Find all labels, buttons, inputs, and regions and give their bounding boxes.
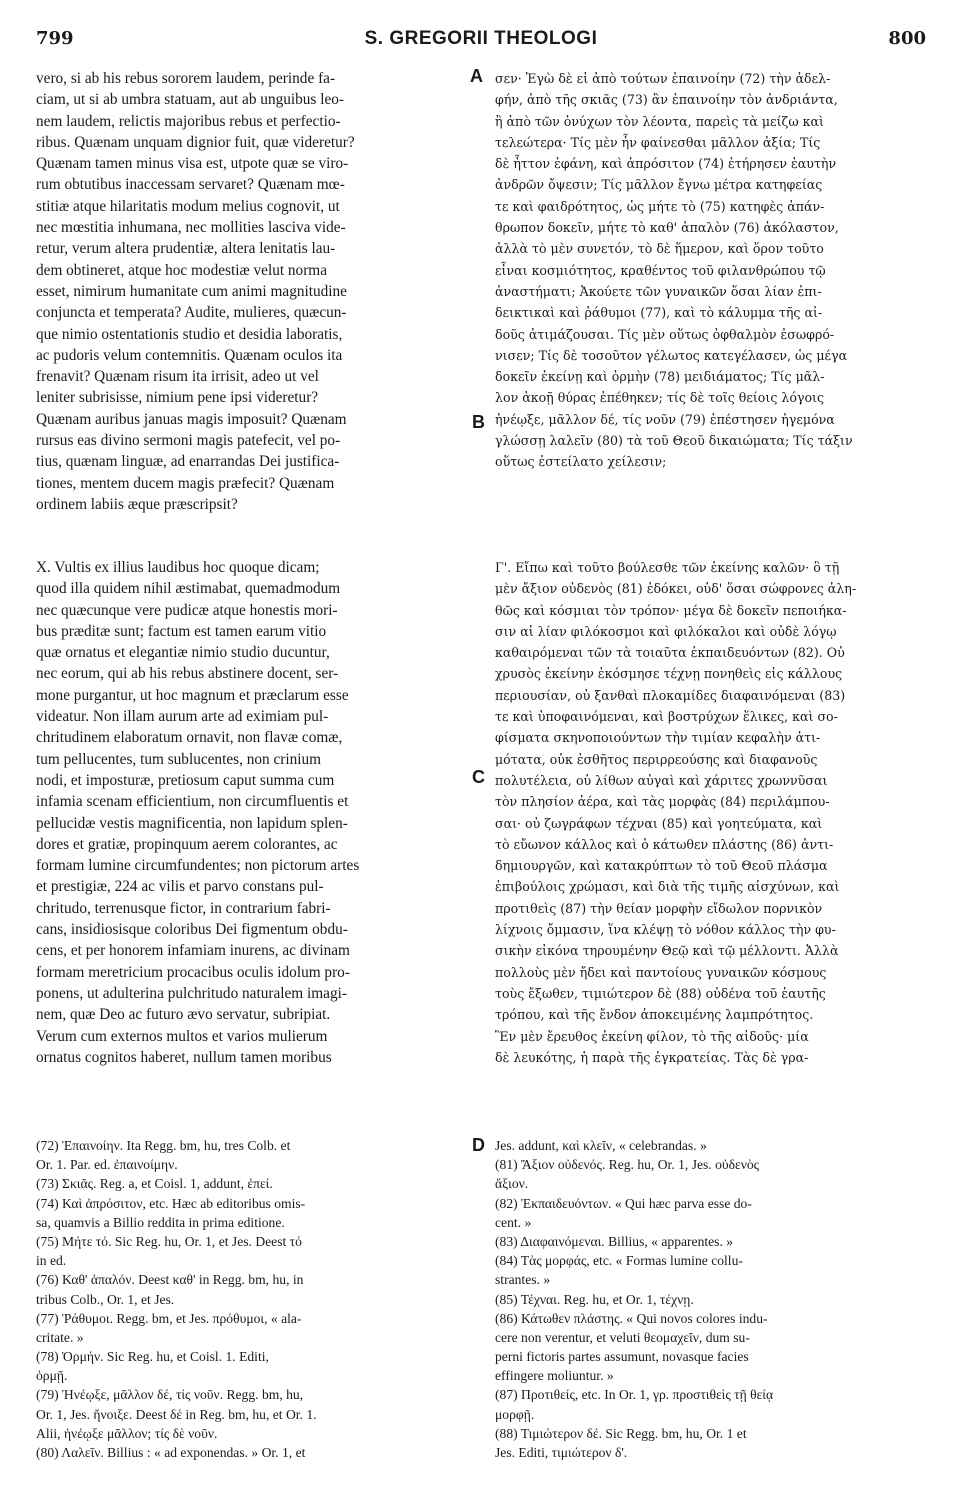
footnote-line: in ed. bbox=[36, 1253, 67, 1269]
latin-text-line: esset, nimirum humanitate cum animi magnitudine bbox=[36, 282, 347, 300]
footnote-line: (80) Λαλεῖν. Billius : « ad exponendas. » Or. 1, et bbox=[36, 1445, 306, 1460]
latin-text-line: infamia scenam efficientium, non circumfluentis et bbox=[36, 793, 349, 811]
latin-text-line: vero, si ab his rebus sororem laudem, perinde fa- bbox=[36, 70, 336, 87]
footnote-line: Jes. addunt, καὶ κλεῖν, « celebrandas. » bbox=[495, 1138, 707, 1153]
greek-text-line: τὸ εὔωνον κάλλος καὶ ὁ κάτωθεν πλάστης (86) ἀντι- bbox=[495, 836, 834, 852]
page-number-right: 800 bbox=[888, 28, 926, 49]
latin-text-line: nec mœstitia inhumana, nec mollities lasciva vide- bbox=[36, 219, 346, 237]
footnote-line: (78) Ὁρμήν. Sic Reg. hu, et Coisl. 1. Editi, bbox=[36, 1349, 269, 1365]
greek-text-line: σεν· Ἐγὼ δὲ εἰ ἀπὸ τούτων ἐπαινοίην (72) τὴν ἀδελ- bbox=[495, 71, 831, 86]
latin-text-line: dem obtineret, atque hoc modestiæ velut norma bbox=[36, 261, 327, 279]
latin-text-line: nec eorum, qui ab his rebus abstinere docent, ser- bbox=[36, 665, 339, 683]
greek-text-line: χρυσὸς ἐκείνην ἐκόσμησε τέχνῃ πονηθεὶς εἰς κάλλους bbox=[495, 666, 843, 682]
greek-text-line: δημιουργῶν, καὶ κατακρύπτων τὸ τοῦ Θεοῦ πλάσμα bbox=[495, 858, 828, 874]
greek-text-line: μότατα, οὐκ ἐσθῆτος περιρρεούσης καὶ διαφανοῦς bbox=[495, 751, 818, 767]
latin-text-line: rursus eas divino sermoni magis patefecit, vel po- bbox=[36, 432, 341, 450]
latin-text-line: Verum cum externos multos et varios mulierum bbox=[36, 1027, 328, 1045]
footnotes-right bbox=[495, 1136, 927, 1462]
latin-text-line: bus præditæ sunt; factum est tamen earum vitio bbox=[36, 622, 327, 640]
margin-marker-b: B bbox=[472, 412, 485, 432]
latin-text-line: stitiæ atque hilaritatis modum melius cognovit, ut bbox=[36, 197, 340, 215]
latin-text-line: nec quæcunque vere pudicæ atque honestis mori- bbox=[36, 601, 338, 619]
latin-text-line: tiones, mentem ducem magis præfecit? Quænam bbox=[36, 474, 335, 492]
footnote-line: (82) Ἐκπαιδευόντων. « Qui hæc parva esse do- bbox=[495, 1195, 752, 1211]
footnote-line: Alii, ἠνέῳξε μᾶλλον; τίς δὲ νοῦν. bbox=[36, 1425, 218, 1441]
greek-text-line: τὸν πλησίον ἀέρα, καὶ τὰς μορφὰς (84) περιλάμπου- bbox=[495, 794, 830, 810]
latin-text-line: X. Vultis ex illius laudibus hoc quoque dicam; bbox=[36, 559, 320, 576]
footnote-line: Jes. Editi, τιμιώτερον δ'. bbox=[495, 1445, 628, 1460]
greek-text-line: φίσματα σκηνοποιούντων τὴν τιμίαν κεφαλὴν ἀτι- bbox=[495, 730, 821, 746]
greek-text-line: δεικτικαὶ καὶ ῥάθυμοι (77), καὶ τὸ κάλυμμα τῆς αἰ- bbox=[495, 305, 823, 321]
footnote-line: (74) Καὶ ἀπρόσιτον, etc. Hæc ab editoribus omis- bbox=[36, 1195, 306, 1211]
footnote-line: perni fictoris partes assumunt, novasque facies bbox=[495, 1349, 749, 1365]
latin-text-line: rum obtutibus inaccessam servaret? Quænam mœ- bbox=[36, 176, 345, 194]
latin-text-line: leniter subrisisse, nimium pene ipsi videretur? bbox=[36, 389, 319, 407]
greek-text-line: δοκεῖν ἐκείνῃ καὶ ὁρμὴν (78) μειδιάματος; Τίς μᾶλ- bbox=[495, 369, 825, 385]
greek-text-line: σαι· οὐ ζωγράφων τέχναι (85) καὶ γοητεύματα, καὶ bbox=[495, 815, 823, 831]
greek-text-line: περιουσίαν, οὐ ξανθαὶ πλοκαμίδες διαφαινόμεναι (83) bbox=[495, 687, 846, 703]
footnote-line: (85) Τέχναι. Reg. hu, et Or. 1, τέχνῃ. bbox=[495, 1291, 694, 1307]
greek-text-line: μὲν ἄξιον οὐδενὸς (81) ἐδόκει, οὐδ' ὅσαι σώφρονες ἀλη- bbox=[495, 581, 857, 597]
footnote-line: (83) Διαφαινόμεναι. Billius, « apparentes. » bbox=[495, 1233, 734, 1249]
latin-text-line: ciam, ut si ab umbra statuam, aut ab unguibus leo- bbox=[36, 91, 344, 109]
latin-text-line: videatur. Non illam aurum arte ad eximiam pul- bbox=[36, 708, 329, 726]
latin-column-bottom bbox=[36, 557, 474, 1068]
latin-column-top bbox=[36, 68, 474, 515]
footnote-line: (84) Τὰς μορφάς, etc. « Formas lumine collu- bbox=[495, 1253, 743, 1269]
running-title: S. GREGORII THEOLOGI bbox=[364, 28, 598, 49]
greek-text-line: δὲ λευκότης, ἡ παρὰ τῆς ἐγκρατείας. Τὰς δὲ γρα- bbox=[495, 1049, 809, 1065]
footnote-line: (81) Ἄξιον οὐδενός. Reg. hu, Or. 1, Jes. οὐδενὸς bbox=[495, 1157, 760, 1173]
footnote-line: (88) Τιμιώτερον δέ. Sic Regg. bm, hu, Or. 1 et bbox=[495, 1425, 747, 1441]
greek-text-line: ἢ ἀπὸ τῶν ὀνύχων τὸν λέοντα, παρεὶς τὰ μείζω καὶ bbox=[495, 113, 824, 129]
greek-text-line: τοὺς ἔξωθεν, τιμιώτερον δὲ (88) οὐδένα τοῦ ἑαυτῆς bbox=[495, 985, 826, 1001]
margin-marker-c: C bbox=[472, 767, 485, 787]
footnote-line: ὁρμῇ. bbox=[36, 1368, 68, 1384]
greek-text-line: ἀναστήματι; Ἀκούετε τῶν γυναικῶν ὅσαι λίαν ἐπι- bbox=[495, 283, 822, 299]
greek-text-line: δοῦς ἀτιμάζουσαι. Τίς μὲν οὕτως ὀφθαλμὸν ἐσωφρό- bbox=[495, 326, 835, 342]
latin-text-line: formam meretricium procacibus oculis idolum pro- bbox=[36, 963, 350, 981]
latin-text-line: cans, insidiosisque coloribus Dei figmentum obdu- bbox=[36, 921, 348, 939]
footnote-line: (86) Κάτωθεν πλάστης. « Qui novos colores indu- bbox=[495, 1310, 768, 1326]
latin-text-line: nem, quæ Deo ac futuro ævo servatur, subripiat. bbox=[36, 1006, 331, 1024]
greek-text-line: λίχνοις ὄμμασιν, ἵνα κλέψῃ τὸ νόθον κάλλος τὴν φυ- bbox=[495, 922, 836, 938]
latin-text-line: formam lumine circumfundentes; non pictorum artes bbox=[36, 857, 360, 875]
latin-text-line: dores et gratiæ, propinquum aerem colorantes, ac bbox=[36, 835, 338, 853]
latin-text-line: ornatus cognitos haberet, nullum tamen moribus bbox=[36, 1048, 332, 1066]
greek-text-line: νισεν; Τίς δὲ τοσοῦτον γέλωτος κατεγέλασεν, ὡς μέγα bbox=[495, 347, 848, 363]
footnote-line: cent. » bbox=[495, 1214, 532, 1230]
latin-text-line: et prestigiæ, 224 ac vilis et parvo constans pul- bbox=[36, 878, 324, 896]
latin-text-line: retur, verum altera prudentiæ, altera lenitatis lau- bbox=[36, 240, 336, 258]
latin-text-line: chritudo, terrenusque fictor, in contrarium fabri- bbox=[36, 899, 331, 917]
footnote-line: ἄξιον. bbox=[495, 1176, 529, 1192]
footnote-line: μορφῇ. bbox=[495, 1406, 535, 1422]
greek-text-line: προτιθεὶς (87) τὴν θείαν μορφὴν εἴδωλον πορνικὸν bbox=[495, 900, 823, 916]
greek-column-top bbox=[495, 68, 927, 473]
greek-column-bottom bbox=[495, 557, 927, 1068]
latin-text-line: chritudinem elaboratum ornavit, non flavæ comæ, bbox=[36, 729, 343, 747]
greek-text-line: θῶς καὶ κόσμιαι τὸν τρόπον· μέγα δὲ δοκεῖν πεποιήκα- bbox=[495, 602, 847, 618]
footnotes-left bbox=[36, 1136, 466, 1462]
latin-text-line: conjuncta et temperata? Audite, mulieres, quæcun- bbox=[36, 304, 347, 322]
greek-text-line: σιν αἱ λίαν φιλόκοσμοι καὶ φιλόκαλοι καὶ οὐδὲ λόγῳ bbox=[495, 623, 837, 639]
latin-text-line: pellucidæ vestis magnificentia, non lapidum splen- bbox=[36, 814, 348, 832]
greek-text-line: καθαιρόμεναι τῶν τὰ τοιαῦτα ἐκπαιδευόντων (82). Οὐ bbox=[495, 645, 845, 661]
greek-text-line: τε καὶ ὑποφαινόμεναι, καὶ βοστρύχων ἕλικες, καὶ σο- bbox=[495, 709, 838, 725]
latin-text-line: cens, et per honorem infamiam inurens, ac divinam bbox=[36, 942, 350, 960]
latin-text-line: nodi, et imposturæ, pretiosum caput summa cum bbox=[36, 771, 335, 789]
footnote-line: (72) Ἐπαινοίην. Ita Regg. bm, hu, tres Colb. et bbox=[36, 1138, 291, 1153]
latin-text-line: Quænam tamen minus visa est, utpote quæ se viro- bbox=[36, 155, 349, 173]
greek-text-line: Γ'. Εἴπω καὶ τοῦτο βούλεσθε τῶν ἐκείνης καλῶν· ὃ τῇ bbox=[495, 560, 840, 575]
greek-text-line: πολλοὺς μὲν ἤδει καὶ παντοίους γυναικῶν κόσμους bbox=[495, 964, 827, 980]
greek-text-line: τελεώτερα· Τίς μὲν ἦν φαίνεσθαι μᾶλλον ἀξία; Τίς bbox=[495, 134, 821, 150]
greek-text-line: ἠνέῳξε, μᾶλλον δέ, τίς νοῦν (79) ἐπέστησεν ἡγεμόνα bbox=[495, 411, 835, 427]
footnote-line: Or. 1, Jes. ἤνοιξε. Deest δέ in Reg. bm, hu, et Or. 1. bbox=[36, 1406, 317, 1422]
latin-text-line: ordinem labiis æque præscripsit? bbox=[36, 495, 238, 513]
greek-text-line: εἶναι κοσμιότητος, κραθέντος τοῦ φιλανθρώπου τῷ bbox=[495, 262, 826, 278]
greek-text-line: σικὴν εἰκόνα τηρουμένην Θεῷ καὶ τῷ μέλλοντι. Ἀλλὰ bbox=[495, 943, 839, 959]
latin-text-line: quæ ornatus et elegantiæ nimio studio ducuntur, bbox=[36, 644, 330, 662]
footnote-line: tribus Colb., Or. 1, et Jes. bbox=[36, 1291, 175, 1307]
footnote-line: Or. 1. Par. ed. ἐπαινοίμην. bbox=[36, 1157, 178, 1173]
footnote-line: (87) Προτιθείς, etc. In Or. 1, γρ. προστιθεὶς τῇ θείᾳ bbox=[495, 1387, 774, 1403]
greek-text-line: ἀνδρῶν ὄψεσιν; Τίς μᾶλλον ἔγνω μέτρα κατηφείας bbox=[495, 177, 823, 193]
latin-text-line: frenavit? Quænam risum ita irrisit, adeo ut vel bbox=[36, 368, 319, 386]
greek-text-line: γλώσσῃ λαλεῖν (80) τὰ τοῦ Θεοῦ δικαιώματα; Τίς τάξιν bbox=[495, 433, 853, 449]
footnote-line: (75) Μήτε τό. Sic Reg. hu, Or. 1, et Jes. Deest τό bbox=[36, 1233, 302, 1249]
greek-text-line: θρωπον δοκεῖν, μήτε τὸ καθ' ἁπαλὸν (76) ἀκόλαστον, bbox=[495, 220, 839, 236]
latin-text-line: ac pudoris velum contemnitis. Quænam oculos ita bbox=[36, 346, 343, 364]
footnote-line: (77) Ῥάθυμοι. Regg. bm, et Jes. πρόθυμοι, « ala- bbox=[36, 1310, 302, 1326]
margin-marker-a: A bbox=[470, 66, 483, 86]
footnote-line: effingere moliuntur. » bbox=[495, 1368, 614, 1384]
footnote-line: (79) Ἠνέῳξε, μᾶλλον δέ, τίς νοῦν. Regg. bm, hu, bbox=[36, 1387, 304, 1403]
latin-text-line: tius, quænam linguæ, ad enarrandas Dei justifica- bbox=[36, 453, 340, 471]
greek-text-line: πολυτέλεια, οὐ λίθων αὐγαὶ καὶ χάριτες χρωννῦσαι bbox=[495, 772, 828, 788]
greek-text-line: φήν, ἀπὸ τῆς σκιᾶς (73) ἂν ἐπαινοίην τὸν ἀνδριάντα, bbox=[495, 92, 838, 108]
greek-text-line: λον ἀκοῇ θύρας ἐπέθηκεν; τίς δὲ τοῖς θείοις λόγοις bbox=[495, 390, 825, 406]
page-number-left: 799 bbox=[36, 28, 74, 49]
latin-text-line: nem laudem, relictis majoribus rebus et perfectio- bbox=[36, 112, 341, 130]
latin-text-line: quod illa quidem nihil æstimabat, quemadmodum bbox=[36, 580, 341, 598]
latin-text-line: mone purgantur, ut hoc magnum et præclarum esse bbox=[36, 686, 349, 704]
footnote-line: critate. » bbox=[36, 1329, 84, 1345]
page-header bbox=[36, 28, 926, 58]
greek-text-line: ἐπιβούλοις χρώμασι, καὶ διὰ τῆς τιμῆς αἰσχύνων, καὶ bbox=[495, 879, 840, 895]
greek-text-line: ἀλλὰ τὸ μὲν συνετόν, τὸ δὲ ἥμερον, καὶ ὅρον τοῦτο bbox=[495, 241, 824, 257]
latin-text-line: que nimio ostentationis studio et desidia laboratis, bbox=[36, 325, 343, 343]
greek-text-line: οὕτως ἐστείλατο χείλεσιν; bbox=[495, 454, 667, 470]
greek-text-line: Ἓν μὲν ἔρευθος ἐκείνη φίλον, τὸ τῆς αἰδοῦς· μία bbox=[495, 1028, 809, 1044]
footnote-line: (76) Καθ' ἁπαλόν. Deest καθ' in Regg. bm, hu, in bbox=[36, 1272, 304, 1288]
greek-text-line: δὲ ἧττον ἐφάνη, καὶ ἀπρόσιτον (74) ἐτήρησεν ἑαυτὴν bbox=[495, 156, 837, 172]
latin-text-line: tum pellucentes, tum sublucentes, non crinium bbox=[36, 750, 322, 768]
margin-marker-d: D bbox=[472, 1135, 485, 1155]
footnote-line: strantes. » bbox=[495, 1272, 551, 1288]
footnote-line: sa, quamvis a Billio reddita in prima editione. bbox=[36, 1214, 285, 1230]
footnote-line: (73) Σκιᾶς. Reg. a, et Coisl. 1, addunt, ἐπεί. bbox=[36, 1176, 273, 1192]
latin-text-line: ponens, ut adulterina pulchritudo naturalem imagi- bbox=[36, 984, 347, 1002]
latin-text-line: Quænam auribus januas magis imposuit? Quænam bbox=[36, 410, 347, 428]
footnote-line: cere non verentur, et veluti θεομαχεῖν, dum su- bbox=[495, 1329, 750, 1345]
greek-text-line: τρόπου, καὶ τῆς ἔνδον ἀποκειμένης λαμπρότητος. bbox=[495, 1007, 814, 1023]
latin-text-line: ribus. Quænam unquam dignior fuit, quæ videretur? bbox=[36, 133, 355, 151]
greek-text-line: τε καὶ φαιδρότητος, ὡς μήτε τὸ (75) κατηφὲς ἀπάν- bbox=[495, 198, 825, 214]
